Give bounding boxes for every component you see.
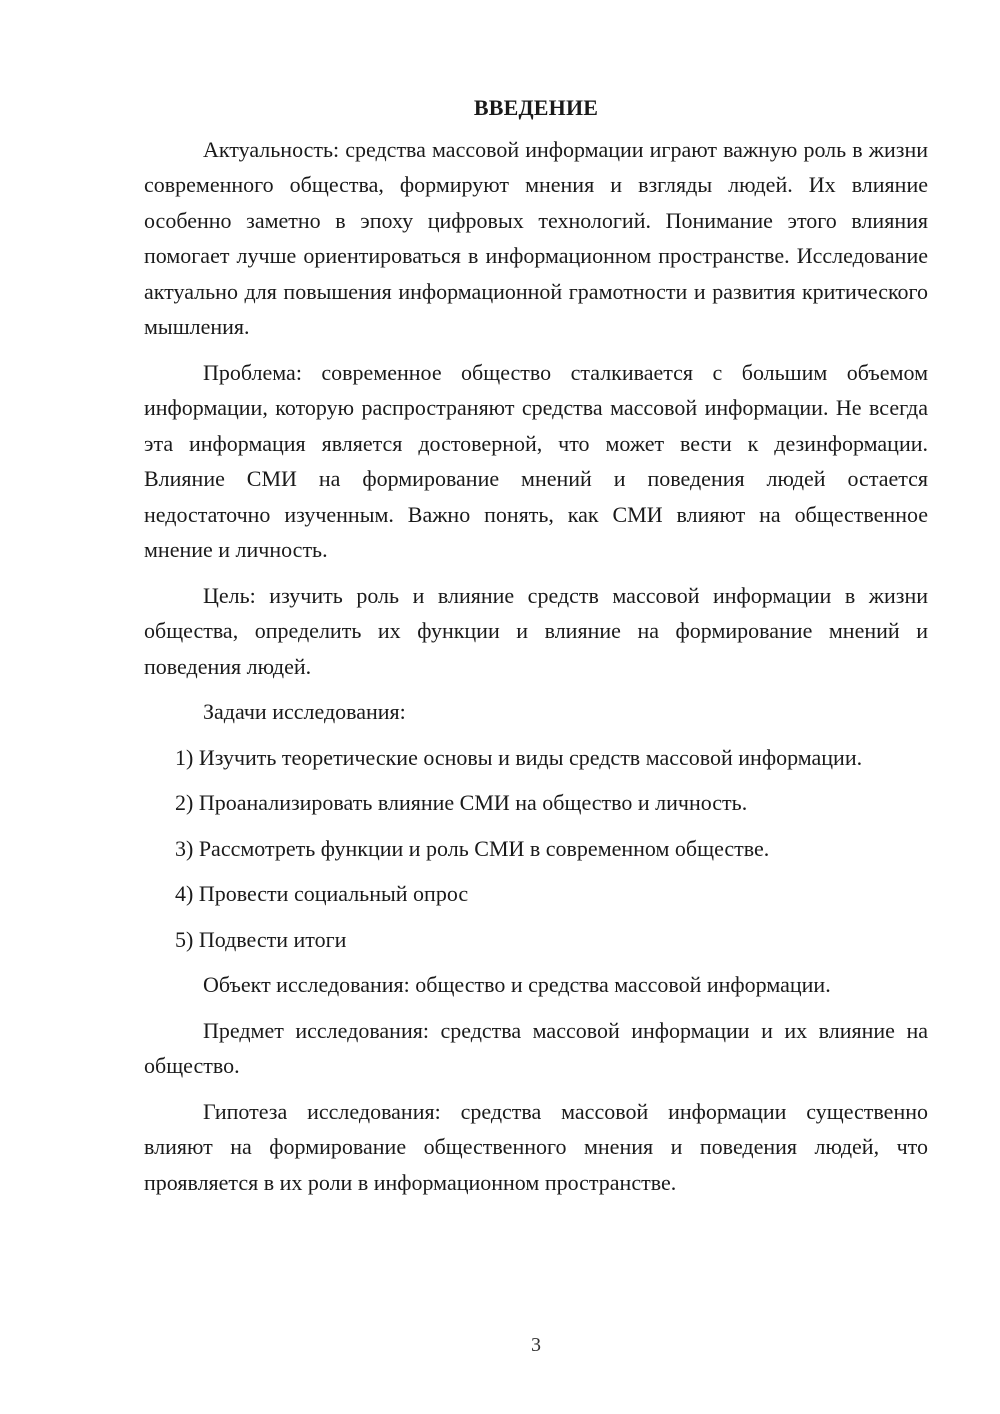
page-number: 3 — [531, 1334, 541, 1356]
task-item-5: 5) Подвести итоги — [175, 926, 347, 952]
goal-paragraph: Цель: изучить роль и влияние средств массовой информации в жизни общества, определить их функции и влияние на формирование мнений и поведения людей. — [144, 582, 928, 679]
hypothesis-paragraph: Гипотеза исследования: средства массовой информации существенно влияют на формирование общественного мнения и поведения людей, что проявляется в их роли в информационном пространстве. — [144, 1098, 928, 1195]
problem-paragraph: Проблема: современное общество сталкивается с большим объемом информации, которую распространяют средства массовой информации. Не всегда эта информация является достоверной, что может вести к дезинформации. Влияние СМИ на формирование мнений и поведения людей остается недостаточно изученным. Важно понять, как СМИ влияют на общественное мнение и личность. — [144, 359, 928, 562]
tasks-list — [144, 740, 928, 958]
subject-paragraph: Предмет исследования: средства массовой информации и их влияние на общество. — [144, 1017, 928, 1078]
section-title: ВВЕДЕНИЕ — [473, 95, 599, 120]
relevance-paragraph: Актуальность: средства массовой информации играют важную роль в жизни современного общества, формируют мнения и взгляды людей. Их влияние особенно заметно в эпоху цифровых технологий. Понимание этого влияния помогает лучше ориентироваться в информационном пространстве. Исследование актуально для повышения информационной грамотности и развития критического мышления. — [144, 136, 928, 339]
object-paragraph: Объект исследования: общество и средства массовой информации. — [203, 972, 831, 997]
tasks-heading: Задачи исследования: — [203, 699, 406, 724]
task-item-1: 1) Изучить теоретические основы и виды средств массовой информации. — [175, 744, 863, 770]
task-item-2: 2) Проанализировать влияние СМИ на общество и личность. — [175, 790, 748, 815]
document-page — [144, 90, 928, 1210]
task-item-3: 3) Рассмотреть функции и роль СМИ в современном обществе. — [175, 835, 770, 861]
task-item-4: 4) Провести социальный опрос — [175, 881, 469, 906]
